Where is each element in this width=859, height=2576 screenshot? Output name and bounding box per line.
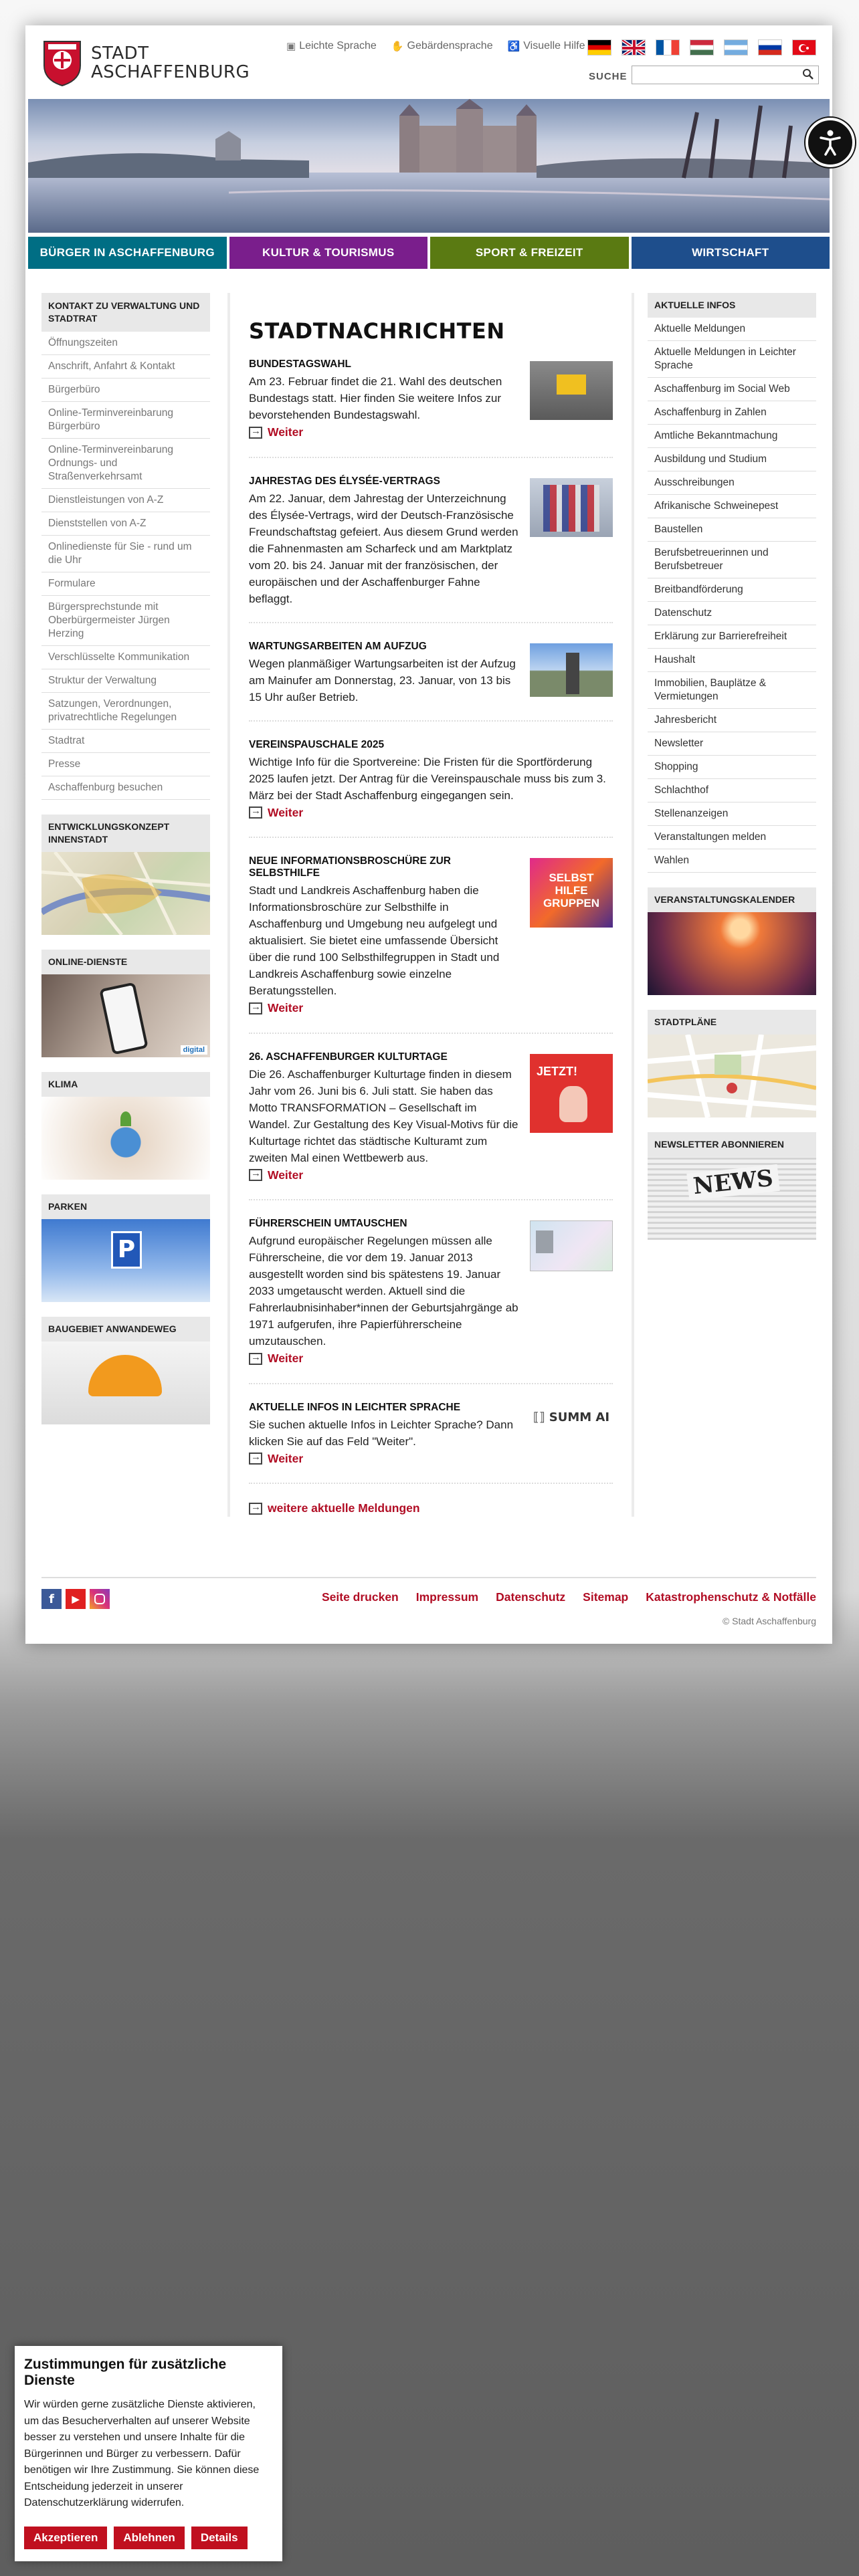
teaser-newsletter[interactable]	[648, 1132, 816, 1240]
flag-en-icon[interactable]	[622, 39, 646, 56]
teaser-title: ENTWICKLUNGSKONZEPT INNENSTADT	[41, 815, 210, 852]
flag-de-icon[interactable]	[587, 39, 611, 56]
news-item	[249, 855, 613, 1034]
weiter-label: Weiter	[268, 1352, 304, 1365]
news-item	[249, 358, 613, 458]
consent-buttons	[24, 2527, 248, 2549]
news-title[interactable]: AKTUELLE INFOS IN LEICHTER SPRACHE	[249, 1401, 461, 1413]
flag-uk-shape	[622, 40, 646, 56]
teaser-stadtplaene[interactable]	[648, 1010, 816, 1117]
visual-aid-label: Visuelle Hilfe	[523, 40, 585, 51]
footer-link-print[interactable]: Seite drucken	[321, 1590, 399, 1604]
weiter-link[interactable]	[249, 1001, 303, 1015]
newspaper-image	[648, 1157, 816, 1240]
arrow-box-icon	[249, 1353, 262, 1365]
flag-tr-icon[interactable]	[792, 39, 816, 56]
sidebar-item-veranstaltungen[interactable]: Veranstaltungen melden	[648, 826, 816, 849]
poster-hand-shape	[559, 1086, 587, 1122]
ballot-box-image	[530, 361, 613, 420]
news-text: Stadt und Landkreis Aschaffenburg haben die Informationsbroschüre zur Selbsthilfe in Aschaffenburg und Umgebung neu aufgelegt und aktualisiert. Sie bietet eine umfassende Übersicht über die rund 100 Selbsthilfegruppen in Stadt und Landkreis Aschaffenburg sowie einzelne Beratungsstellen.	[249, 884, 500, 997]
elevator-image	[530, 643, 613, 697]
globe-hands-image	[41, 1097, 210, 1180]
teaser-entwicklungskonzept[interactable]	[41, 815, 210, 935]
teaser-title: KLIMA	[41, 1072, 210, 1097]
sidebar-item-verschluesselt[interactable]: Verschlüsselte Kommunikation	[41, 646, 210, 669]
more-news-label: weitere aktuelle Meldungen	[268, 1501, 420, 1515]
sidebar-item-buergersprechstunde[interactable]: Bürgersprechstunde mit Oberbürgermeister Jürgen Herzing	[41, 596, 210, 646]
sidebar-item-wahlen[interactable]: Wahlen	[648, 849, 816, 873]
search-input[interactable]	[632, 66, 819, 84]
brochure-text: SELBST HILFE GRUPPEN	[543, 871, 600, 909]
accessibility-button[interactable]	[805, 118, 855, 167]
sidebar-item-stadtrat[interactable]: Stadtrat	[41, 730, 210, 753]
main-navigation	[28, 237, 830, 269]
footer-link-katastrophenschutz[interactable]: Katastrophenschutz & Notfälle	[646, 1590, 816, 1604]
weiter-label: Weiter	[268, 1001, 304, 1014]
copyright: © Stadt Aschaffenburg	[722, 1616, 816, 1626]
sidebar-item-dienstleistungen[interactable]: Dienstleistungen von A-Z	[41, 489, 210, 512]
news-item	[249, 1402, 613, 1485]
weiter-label: Weiter	[268, 1168, 304, 1182]
plant-shape	[120, 1111, 131, 1126]
left-sidebar-heading: KONTAKT ZU VERWALTUNG UND STADTRAT	[41, 293, 210, 332]
sidebar-item-besuchen[interactable]: Aschaffenburg besuchen	[41, 776, 210, 800]
sidebar-item-struktur[interactable]: Struktur der Verwaltung	[41, 669, 210, 693]
nav-wirtschaft[interactable]: WIRTSCHAFT	[632, 237, 830, 269]
flag-tr-shape	[793, 40, 816, 56]
sidebar-item-stellenanzeigen[interactable]: Stellenanzeigen	[648, 802, 816, 826]
consent-text: Wir würden gerne zusätzliche Dienste aktivieren, um das Besucherverhalten auf unserer Website besser zu verstehen und unsere Inhalte für die Bürgerinnen und Bürger zu verbessern. Dafür benötigen wir Ihre Zustimmung. Sie können diese Entscheidung jederzeit in unserer Datenschutzerklärung widerrufen.	[24, 2399, 260, 2508]
consent-dialog	[15, 2346, 282, 2561]
nav-buerger[interactable]: BÜRGER IN ASCHAFFENBURG	[28, 237, 227, 269]
arrow-box-icon	[249, 427, 262, 439]
sidebar-item-bekanntmachung[interactable]: Amtliche Bekanntmachung	[648, 425, 816, 448]
search-icon[interactable]	[802, 68, 814, 80]
accessibility-person-icon	[816, 128, 845, 157]
street-map-image	[648, 1035, 816, 1117]
flag-ru-icon[interactable]	[758, 39, 782, 56]
sidebar-item-formulare[interactable]: Formulare	[41, 572, 210, 596]
weiter-label: Weiter	[268, 805, 304, 819]
arrow-box-icon	[249, 1002, 262, 1014]
language-switcher	[587, 39, 816, 56]
footer	[41, 1577, 816, 1626]
accessibility-links	[286, 40, 585, 52]
teaser-title: STADTPLÄNE	[648, 1010, 816, 1035]
footer-link-sitemap[interactable]: Sitemap	[583, 1590, 629, 1604]
facebook-icon[interactable]: f	[41, 1589, 62, 1609]
sidebar-item-anschrift[interactable]: Anschrift, Anfahrt & Kontakt	[41, 355, 210, 379]
page-title: STADTNACHRICHTEN	[249, 318, 505, 344]
sidebar-item-onlinedienste[interactable]: Onlinedienste für Sie - rund um die Uhr	[41, 536, 210, 572]
consent-title: Zustimmungen für zusätzliche Dienste	[24, 2357, 227, 2388]
sidebar-item-ausbildung[interactable]: Ausbildung und Studium	[648, 448, 816, 471]
hardhat-image	[41, 1341, 210, 1424]
sidebar-item-termin-buergerbuero[interactable]: Online-Terminvereinbarung Bürgerbüro	[41, 402, 210, 439]
teaser-title: PARKEN	[41, 1194, 210, 1219]
news-text: Die 26. Aschaffenburger Kulturtage finden in diesem Jahr vom 26. Juni bis 6. Juli statt. Sie haben das Motto TRANSFORMATION – Gesellschaft im Wandel. Zur Gestaltung des Key Visual-Motivs für die Kulturtage richtet das städtische Kulturamt zum zweiten Mal einen Wettbewerb aus.	[249, 1067, 518, 1164]
left-sidebar	[41, 293, 210, 1424]
nav-kultur-tourismus[interactable]: KULTUR & TOURISMUS	[229, 237, 428, 269]
map-grid-shape	[648, 1035, 816, 1117]
city-crest-icon	[41, 39, 83, 87]
sidebar-item-satzungen[interactable]: Satzungen, Verordnungen, privatrechtliche Regelungen	[41, 693, 210, 730]
sidebar-item-leichte-sprache[interactable]: Aktuelle Meldungen in Leichter Sprache	[648, 341, 816, 378]
easy-language-link[interactable]	[286, 40, 377, 52]
arrow-box-icon	[249, 1453, 262, 1465]
sidebar-item-termin-ordnungsamt[interactable]: Online-Terminvereinbarung Ordnungs- und Straßenverkehrsamt	[41, 439, 210, 489]
news-title[interactable]: VEREINSPAUSCHALE 2025	[249, 738, 385, 750]
news-text: Wegen planmäßiger Wartungsarbeiten ist der Aufzug am Mainufer am Donnerstag, 23. Januar, von 13 bis 15 Uhr außer Betrieb.	[249, 657, 516, 704]
instagram-icon[interactable]	[90, 1589, 110, 1609]
hero-illustration	[28, 99, 830, 233]
flagpoles-shape	[543, 485, 599, 532]
flag-ar-icon[interactable]	[724, 39, 748, 56]
news-item	[249, 475, 613, 623]
sidebar-item-breitband[interactable]: Breitbandförderung	[648, 578, 816, 602]
teaser-veranstaltungskalender[interactable]	[648, 887, 816, 995]
news-title[interactable]: NEUE INFORMATIONSBROSCHÜRE ZUR SELBSTHILFE	[249, 855, 451, 879]
city-map-image	[41, 852, 210, 935]
news-text: Am 22. Januar, dem Jahrestag der Unterzeichnung des Élysée-Vertrags, wird der Deutsch-Französische Freundschaftstag gefeiert. Aus diesem Grund werden die Fahnenmasten am Scharfeck und am Marktplatz vom 20. bis 24. Januar mit der französischen, der europäischen und der Aschaffenburger Fahne beflaggt.	[249, 492, 518, 605]
logo-line-1: STADT	[91, 43, 149, 64]
teaser-title: ONLINE-DIENSTE	[41, 950, 210, 974]
weiter-link[interactable]	[249, 1168, 303, 1182]
flags-building-image	[530, 478, 613, 537]
news-item	[249, 641, 613, 722]
logo-text	[91, 44, 250, 82]
sidebar-item-immobilien[interactable]: Immobilien, Bauplätze & Vermietungen	[648, 672, 816, 709]
ballot-slot-shape	[557, 374, 586, 395]
easy-language-label: Leichte Sprache	[299, 40, 377, 51]
weiter-link[interactable]	[249, 425, 303, 439]
elevator-tower-shape	[566, 653, 579, 694]
teaser-title: VERANSTALTUNGSKALENDER	[648, 887, 816, 912]
sidebar-item-baustellen[interactable]: Baustellen	[648, 518, 816, 542]
youtube-icon[interactable]: ▶	[66, 1589, 86, 1609]
digital-badge: digital	[181, 1045, 207, 1055]
drivers-license-image	[530, 1220, 613, 1271]
visual-aid-link[interactable]	[508, 40, 585, 52]
news-title[interactable]: JAHRESTAG DES ÉLYSÉE-VERTRAGS	[249, 475, 440, 487]
news-item	[249, 1218, 613, 1384]
summ-ai-logo	[530, 1404, 613, 1431]
sidebar-item-presse[interactable]: Presse	[41, 753, 210, 776]
sidebar-item-shopping[interactable]: Shopping	[648, 756, 816, 779]
teaser-baugebiet[interactable]	[41, 1317, 210, 1424]
right-sidebar-heading: AKTUELLE INFOS	[648, 293, 816, 318]
hardhat-shape	[88, 1355, 162, 1396]
flag-hu-icon[interactable]	[690, 39, 714, 56]
summ-ai-mark-icon: ⟦⟧	[533, 1410, 545, 1424]
external-link-icon	[249, 1169, 262, 1181]
sidebar-item-social-web[interactable]: Aschaffenburg im Social Web	[648, 378, 816, 401]
flag-fr-icon[interactable]	[656, 39, 680, 56]
sidebar-item-dienststellen[interactable]: Dienststellen von A-Z	[41, 512, 210, 536]
main-content	[227, 293, 634, 1517]
weiter-link[interactable]	[249, 1352, 303, 1366]
parking-p-icon: P	[111, 1231, 142, 1269]
sidebar-item-datenschutz[interactable]: Datenschutz	[648, 602, 816, 625]
summ-ai-logo-text: SUMM AI	[549, 1410, 610, 1424]
accept-button[interactable]: Akzeptieren	[24, 2527, 107, 2549]
sidebar-item-aktuelle-meldungen[interactable]: Aktuelle Meldungen	[648, 318, 816, 341]
sign-language-link[interactable]	[391, 40, 493, 52]
arrow-box-icon	[249, 807, 262, 819]
hero-image-castle	[28, 99, 830, 233]
sidebar-item-oeffnungszeiten[interactable]: Öffnungszeiten	[41, 332, 210, 355]
footer-links	[322, 1590, 816, 1604]
weiter-label: Weiter	[268, 425, 304, 439]
concert-crowd-image	[648, 912, 816, 995]
sidebar-item-berufsbetreuer[interactable]: Berufsbetreuerinnen und Berufsbetreuer	[648, 542, 816, 578]
smartphone-image	[41, 974, 210, 1057]
sidebar-item-zahlen[interactable]: Aschaffenburg in Zahlen	[648, 401, 816, 425]
phone-shape	[99, 982, 149, 1055]
sidebar-item-ausschreibungen[interactable]: Ausschreibungen	[648, 471, 816, 495]
sidebar-item-newsletter[interactable]: Newsletter	[648, 732, 816, 756]
weiter-link[interactable]	[249, 1452, 303, 1466]
page	[25, 25, 832, 1644]
details-button[interactable]: Details	[191, 2527, 248, 2549]
parking-sign-image	[41, 1219, 210, 1302]
right-sidebar-list	[648, 318, 816, 873]
sidebar-item-barrierefreiheit[interactable]: Erklärung zur Barrierefreiheit	[648, 625, 816, 649]
teaser-title: NEWSLETTER ABONNIEREN	[648, 1132, 816, 1157]
news-text: Wichtige Info für die Sportvereine: Die Fristen für die Sportförderung 2025 laufen jetzt. Der Antrag für die Vereinspauschale muss bis zum 3. März bei der Stadt Aschaffenburg eingegangen sein.	[249, 755, 606, 802]
news-title[interactable]: BUNDESTAGSWAHL	[249, 358, 351, 370]
sign-language-label: Gebärdensprache	[407, 40, 493, 51]
instagram-glyph	[94, 1594, 105, 1604]
logo-line-2: ASCHAFFENBURG	[91, 62, 250, 82]
search-label: SUCHE	[589, 71, 628, 82]
map-streets-shape	[41, 852, 210, 935]
teaser-title: BAUGEBIET ANWANDEWEG	[41, 1317, 210, 1341]
footer-link-impressum[interactable]: Impressum	[415, 1590, 479, 1604]
teaser-parken[interactable]	[41, 1194, 210, 1302]
sidebar-item-schweinepest[interactable]: Afrikanische Schweinepest	[648, 495, 816, 518]
left-sidebar-list	[41, 332, 210, 800]
sidebar-item-haushalt[interactable]: Haushalt	[648, 649, 816, 672]
site-logo[interactable]	[41, 39, 250, 87]
sidebar-item-schlachthof[interactable]: Schlachthof	[648, 779, 816, 802]
news-title[interactable]: WARTUNGSARBEITEN AM AUFZUG	[249, 640, 427, 652]
newspaper-headline: NEWS	[686, 1164, 779, 1200]
poster-text: JETZT!	[537, 1064, 577, 1078]
news-text: Am 23. Februar findet die 21. Wahl des deutschen Bundestags statt. Hier finden Sie weitere Infos zur bevorstehenden Bundestagswahl.	[249, 375, 502, 421]
teaser-klima[interactable]	[41, 1072, 210, 1180]
right-sidebar	[648, 293, 816, 1240]
nav-sport-freizeit[interactable]: SPORT & FREIZEIT	[430, 237, 629, 269]
news-item	[249, 739, 613, 839]
more-news-link[interactable]	[249, 1501, 613, 1515]
weiter-link[interactable]	[249, 806, 303, 820]
sidebar-item-buergerbuero[interactable]: Bürgerbüro	[41, 379, 210, 402]
news-item	[249, 1051, 613, 1201]
news-title[interactable]: 26. ASCHAFFENBURGER KULTURTAGE	[249, 1051, 448, 1063]
visual-aid-icon: ♿	[507, 41, 520, 52]
footer-link-datenschutz[interactable]: Datenschutz	[496, 1590, 566, 1604]
sign-language-icon: ✋	[391, 41, 404, 52]
reject-button[interactable]: Ablehnen	[114, 2527, 184, 2549]
kulturtage-poster-image	[530, 1054, 613, 1133]
teaser-online-dienste[interactable]	[41, 950, 210, 1057]
selbsthilfe-brochure-image	[530, 858, 613, 928]
news-text: Aufgrund europäischer Regelungen müssen alle Führerscheine, die vor dem 19. Januar 2013 ausgestellt worden sind bis spätestens 19. Januar 2033 umgetauscht werden. Aktuell sind die Fahrerlaubnisinhaber*innen der Geburtsjahrgänge ab 1971 aufgerufen, ihre Papierführerscheine umzutauschen.	[249, 1235, 518, 1348]
news-text: Sie suchen aktuelle Infos in Leichter Sprache? Dann klicken Sie auf das Feld "Weiter".	[249, 1418, 514, 1448]
arrow-box-icon	[249, 1503, 262, 1515]
sidebar-item-jahresbericht[interactable]: Jahresbericht	[648, 709, 816, 732]
easy-language-icon: ▣	[286, 41, 296, 52]
weiter-label: Weiter	[268, 1451, 304, 1465]
license-photo-shape	[536, 1230, 553, 1253]
news-title[interactable]: FÜHRERSCHEIN UMTAUSCHEN	[249, 1218, 407, 1229]
